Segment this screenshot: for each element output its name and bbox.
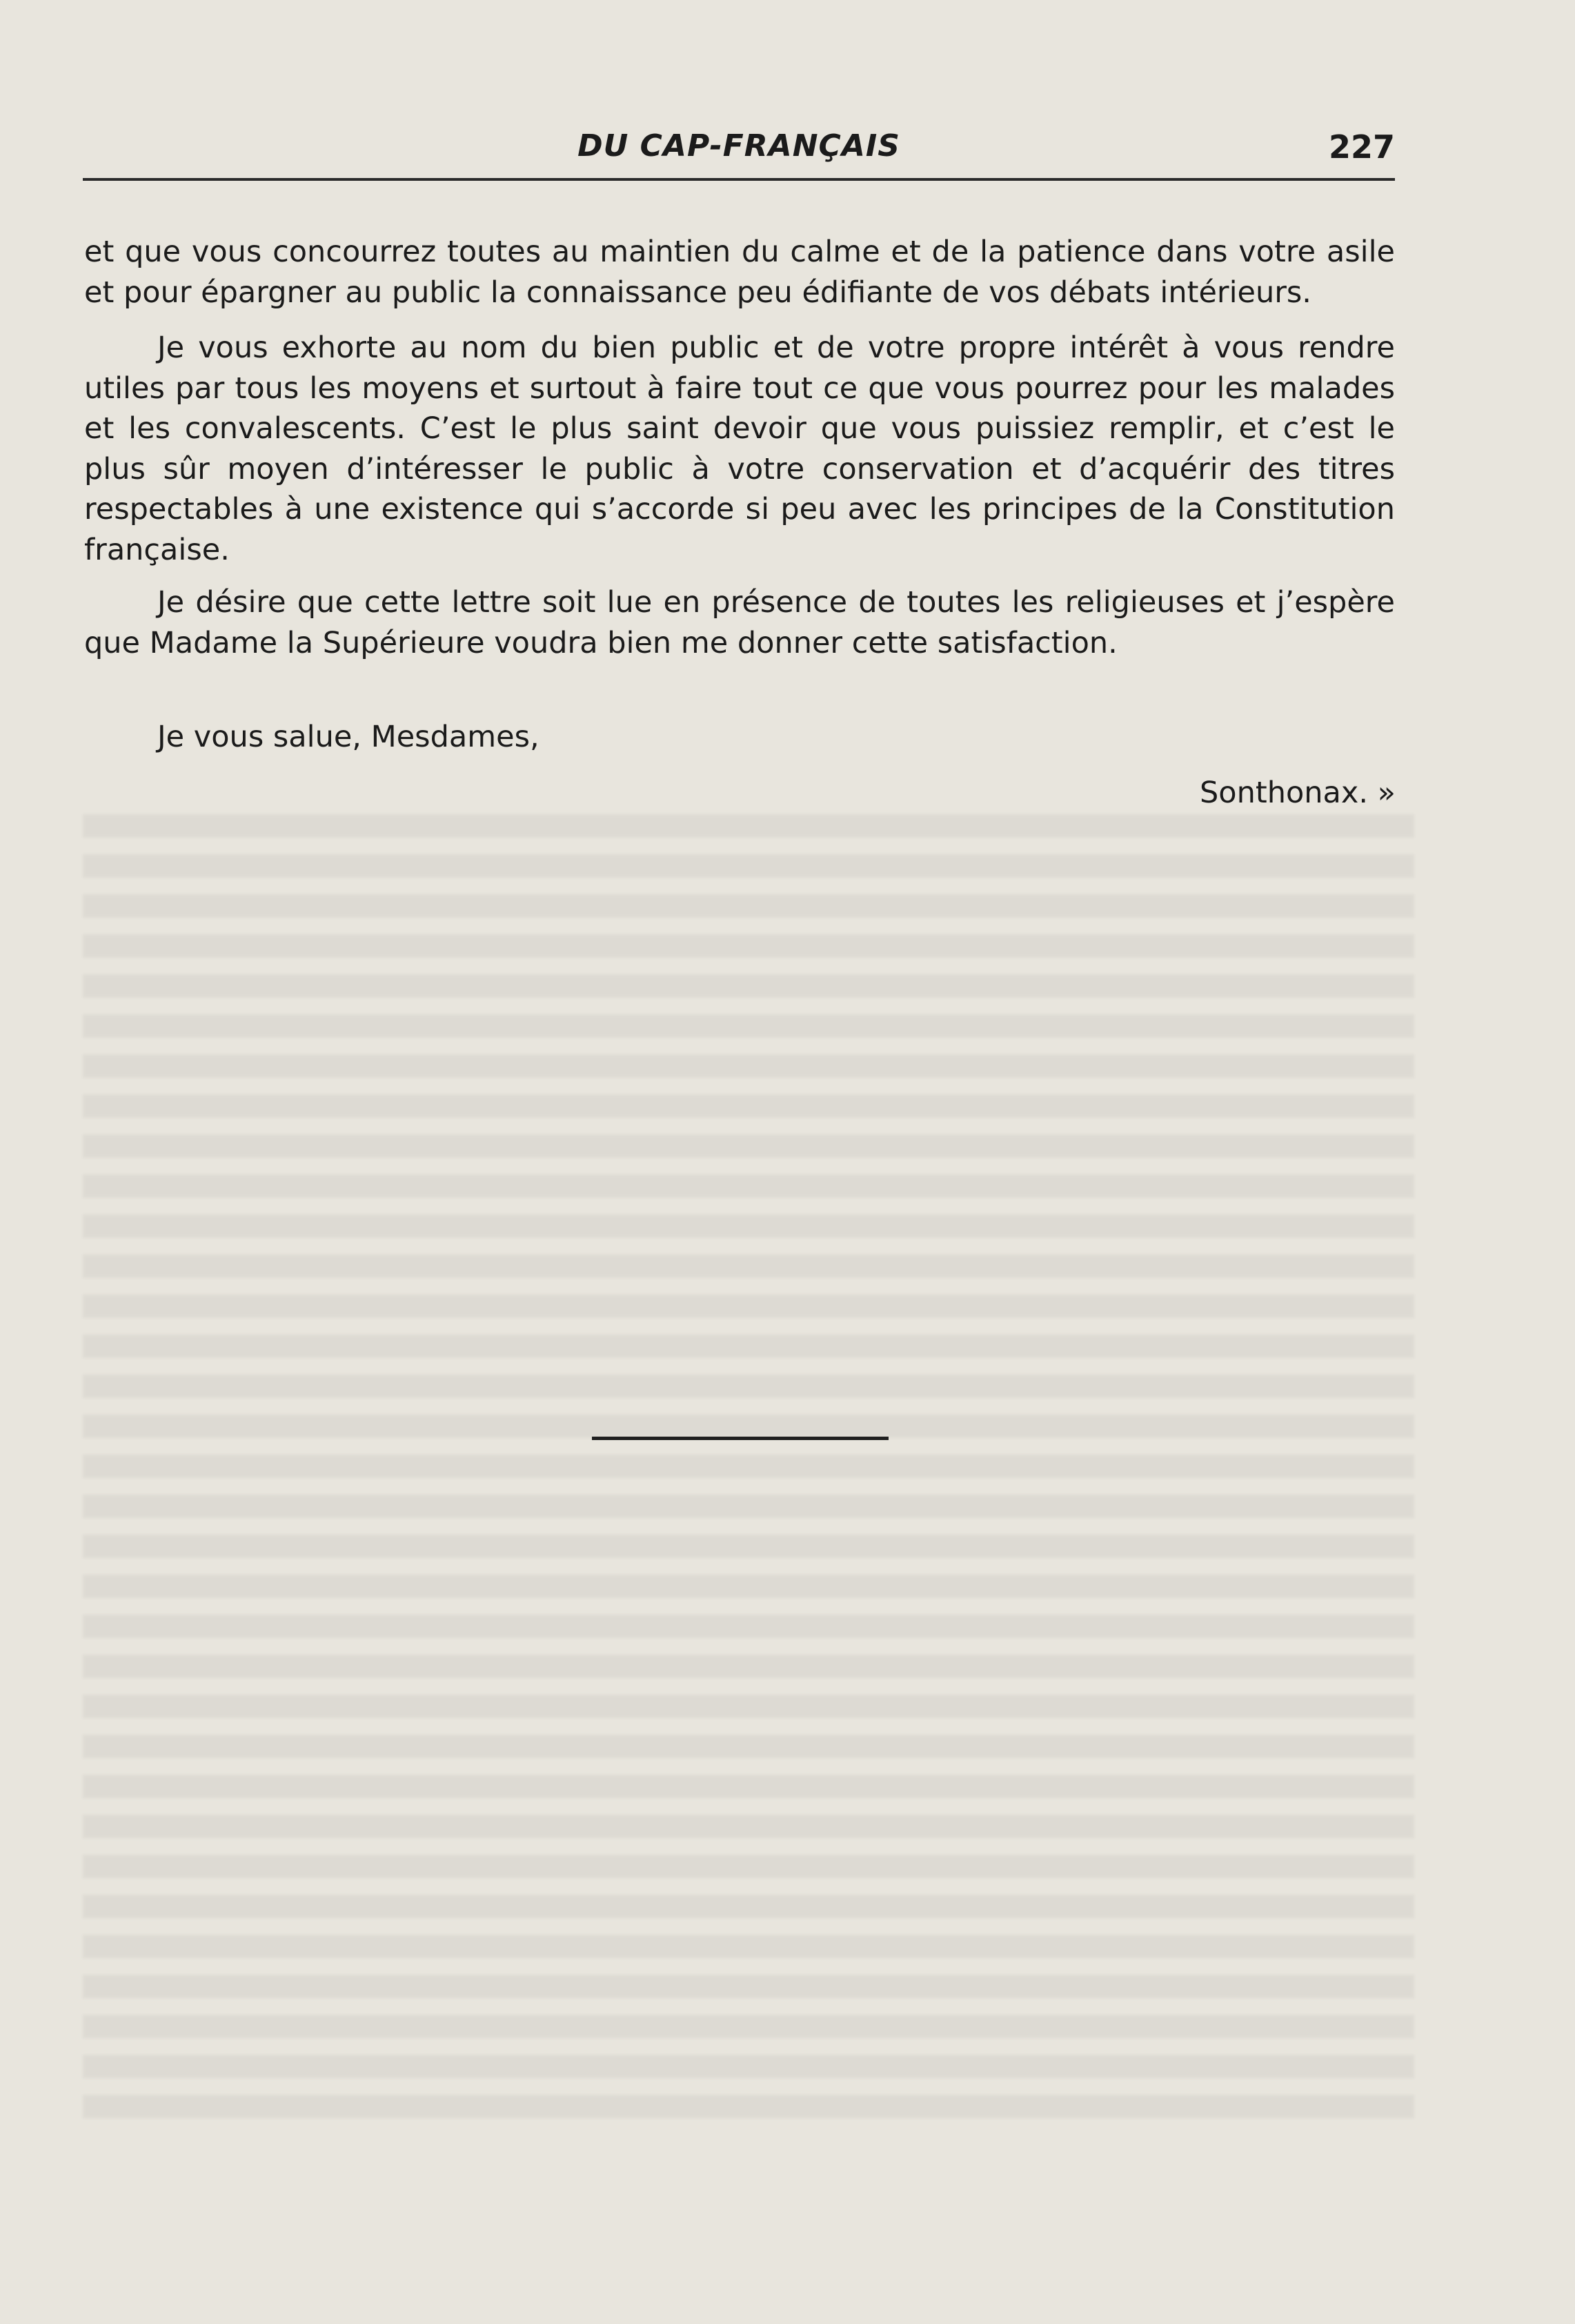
running-head: DU CAP-FRANÇAIS	[577, 128, 900, 164]
letter-body	[84, 232, 1395, 663]
page-number: 227	[1328, 128, 1395, 166]
paragraph-request: Je désire que cette lettre soit lue en présence de toutes les religieuses et j’espère que Madame la Supérieure voudra bien me donner cette satisfaction.	[84, 585, 1395, 660]
letter-salutation: Je vous salue, Mesdames,	[157, 720, 539, 754]
letter-signature: Sonthonax. »	[1200, 776, 1396, 810]
paragraph-exhortation: Je vous exhorte au nom du bien public et de votre propre intérêt à vous rendre utiles par tous les moyens et surtout à faire tout ce que vous pourrez pour les malades et les convalescents. C’est le plus saint devoir que vous puissiez remplir, et c’est le plus sûr moyen d’intéresser le public à votre conservation et d’acquérir des titres respectables à une existence qui s’accorde si peu avec les principes de la Constitution française.	[84, 331, 1395, 567]
paragraph-continuation: et que vous concourrez toutes au maintien du calme et de la patience dans votre asile et pour épargner au public la connaissance peu édifiante de vos débats intérieurs.	[84, 235, 1395, 310]
section-divider-rule	[592, 1437, 889, 1440]
page-header	[83, 123, 1395, 181]
verso-bleed-through	[83, 814, 1414, 2125]
